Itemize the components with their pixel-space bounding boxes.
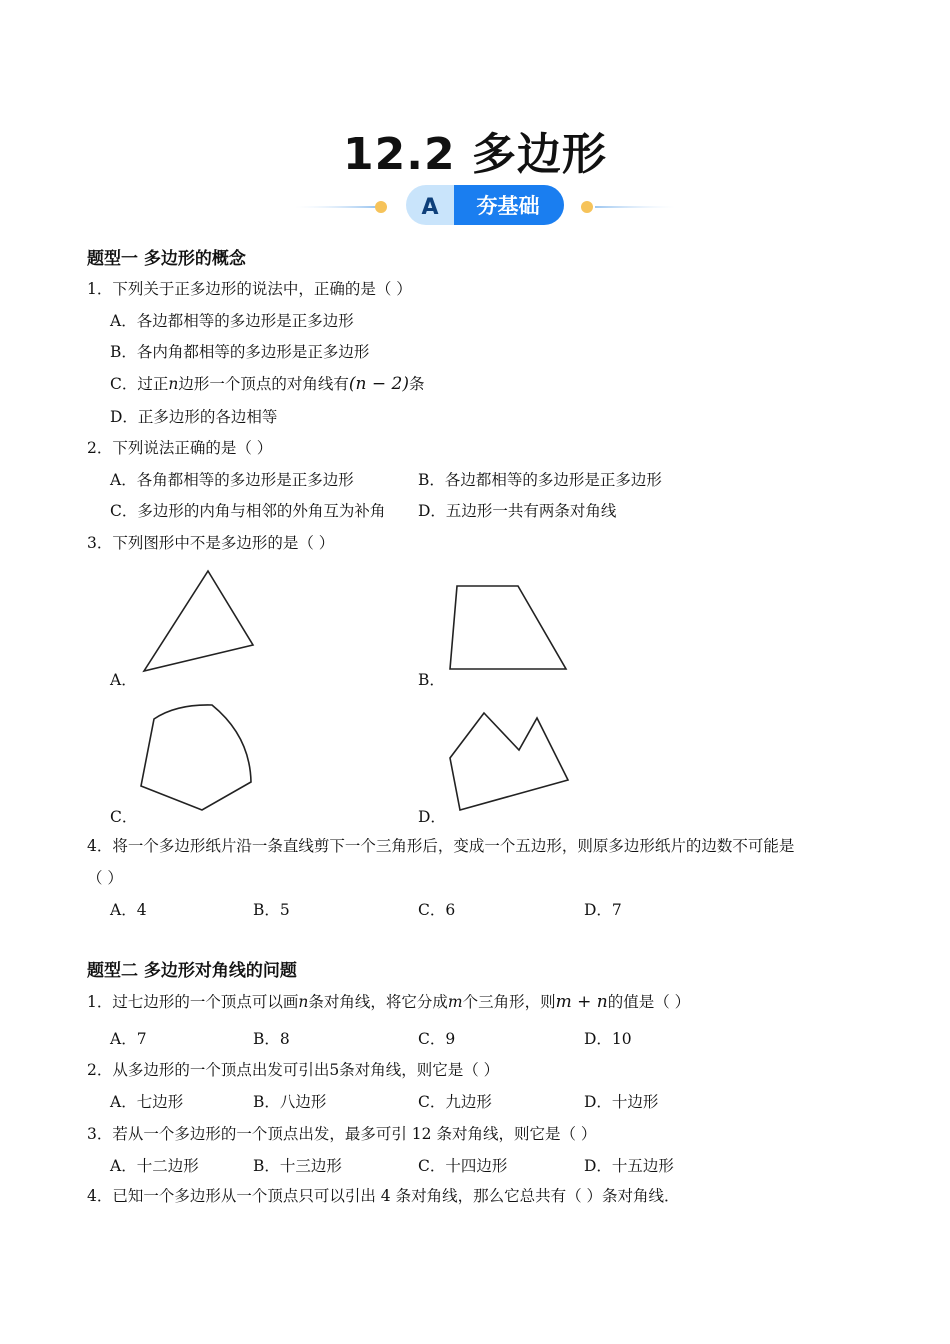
q2-option-a: A．各角都相等的多边形是正多边形 (110, 471, 354, 489)
s2-question-4-stem: 4．已知一个多边形从一个顶点只可以引出 4 条对角线，那么它总共有（ ）条对角线． (87, 1187, 680, 1205)
q2-option-b: B．各边都相等的多边形是正多边形 (418, 471, 662, 489)
s2-q2-option-a: A．七边形 (110, 1093, 184, 1111)
s2-q2-option-b: B．八边形 (253, 1093, 327, 1111)
q4-option-b: B．5 (253, 901, 290, 919)
q3-option-c: C． (110, 808, 138, 826)
figure-trapezoid (446, 583, 572, 673)
badge-label: 夯基础 (476, 194, 540, 218)
section-heading-1: 题型一 多边形的概念 (87, 249, 246, 269)
q2-option-d: D．五边形一共有两条对角线 (418, 502, 617, 520)
s2-q2-option-d: D．十边形 (584, 1093, 659, 1111)
s2-q1-stem-pre: 1．过七边形的一个顶点可以画 (87, 993, 299, 1011)
q1-option-c-mid: 边形一个顶点的对角线有 (178, 375, 349, 393)
q3-option-b: B． (418, 671, 445, 689)
s2-q3-option-a: A．十二边形 (110, 1157, 199, 1175)
q1-option-c-expr: (n − 2) (348, 374, 409, 394)
s2-q3-option-d: D．十五边形 (584, 1157, 674, 1175)
q4-option-c: C．6 (418, 901, 456, 919)
figure-concave-polygon (446, 708, 572, 814)
badge-right-dot (581, 201, 593, 213)
s2-q1-option-c: C．9 (418, 1030, 456, 1048)
q1-option-b: B．各内角都相等的多边形是正多边形 (110, 343, 370, 361)
s2-q1-var-m: m (447, 993, 463, 1011)
question-4-stem-cont: （ ） (87, 869, 123, 887)
q3-option-d: D． (418, 808, 446, 826)
question-3-stem: 3．下列图形中不是多边形的是（ ） (87, 534, 335, 552)
question-4-stem: 4．将一个多边形纸片沿一条直线剪下一个三角形后，变成一个五边形，则原多边形纸片的边数不可能是 (87, 837, 795, 855)
level-badge (290, 180, 680, 230)
s2-question-2-stem: 2．从多边形的一个顶点出发可引出5条对角线，则它是（ ） (87, 1061, 500, 1079)
q4-option-a: A．4 (110, 901, 147, 919)
s2-q3-option-b: B．十三边形 (253, 1157, 342, 1175)
q3-option-a: A． (110, 671, 137, 689)
badge-letter: A (421, 195, 439, 220)
q1-option-c-post: 条 (408, 375, 425, 393)
s2-q1-stem-post: 的值是（ ） (607, 993, 691, 1011)
s2-q1-expr: m + n (555, 992, 608, 1012)
s2-q1-option-a: A．7 (110, 1030, 147, 1048)
s2-q1-var-n: n (298, 993, 309, 1011)
question-1-stem: 1．下列关于正多边形的说法中，正确的是（ ） (87, 280, 412, 298)
s2-q1-option-b: B．8 (253, 1030, 290, 1048)
s2-question-3-stem: 3．若从一个多边形的一个顶点出发，最多可引 12 条对角线，则它是（ ） (87, 1125, 597, 1143)
q2-option-c: C．多边形的内角与相邻的外角互为补角 (110, 502, 386, 520)
page-title: 12.2 多边形 (343, 129, 607, 180)
q1-option-c-var: n (168, 375, 179, 393)
question-2-stem: 2．下列说法正确的是（ ） (87, 439, 273, 457)
figure-triangle (140, 568, 260, 678)
q1-option-d: D．正多边形的各边相等 (110, 408, 278, 426)
section-heading-2: 题型二 多边形对角线的问题 (87, 961, 297, 981)
q4-option-d: D．7 (584, 901, 622, 919)
q1-option-a: A．各边都相等的多边形是正多边形 (110, 312, 354, 330)
s2-question-1-stem (87, 990, 690, 1012)
s2-q2-option-c: C．九边形 (418, 1093, 492, 1111)
badge-left-dot (375, 201, 387, 213)
s2-q1-option-d: D．10 (584, 1030, 632, 1048)
s2-q1-stem-mid2: 个三角形，则 (462, 993, 556, 1011)
s2-q1-stem-mid: 条对角线，将它分成 (308, 993, 448, 1011)
q1-option-c (110, 372, 424, 394)
figure-curved-shape (136, 700, 256, 814)
q1-option-c-pre: C．过正 (110, 375, 169, 393)
s2-q3-option-c: C．十四边形 (418, 1157, 508, 1175)
